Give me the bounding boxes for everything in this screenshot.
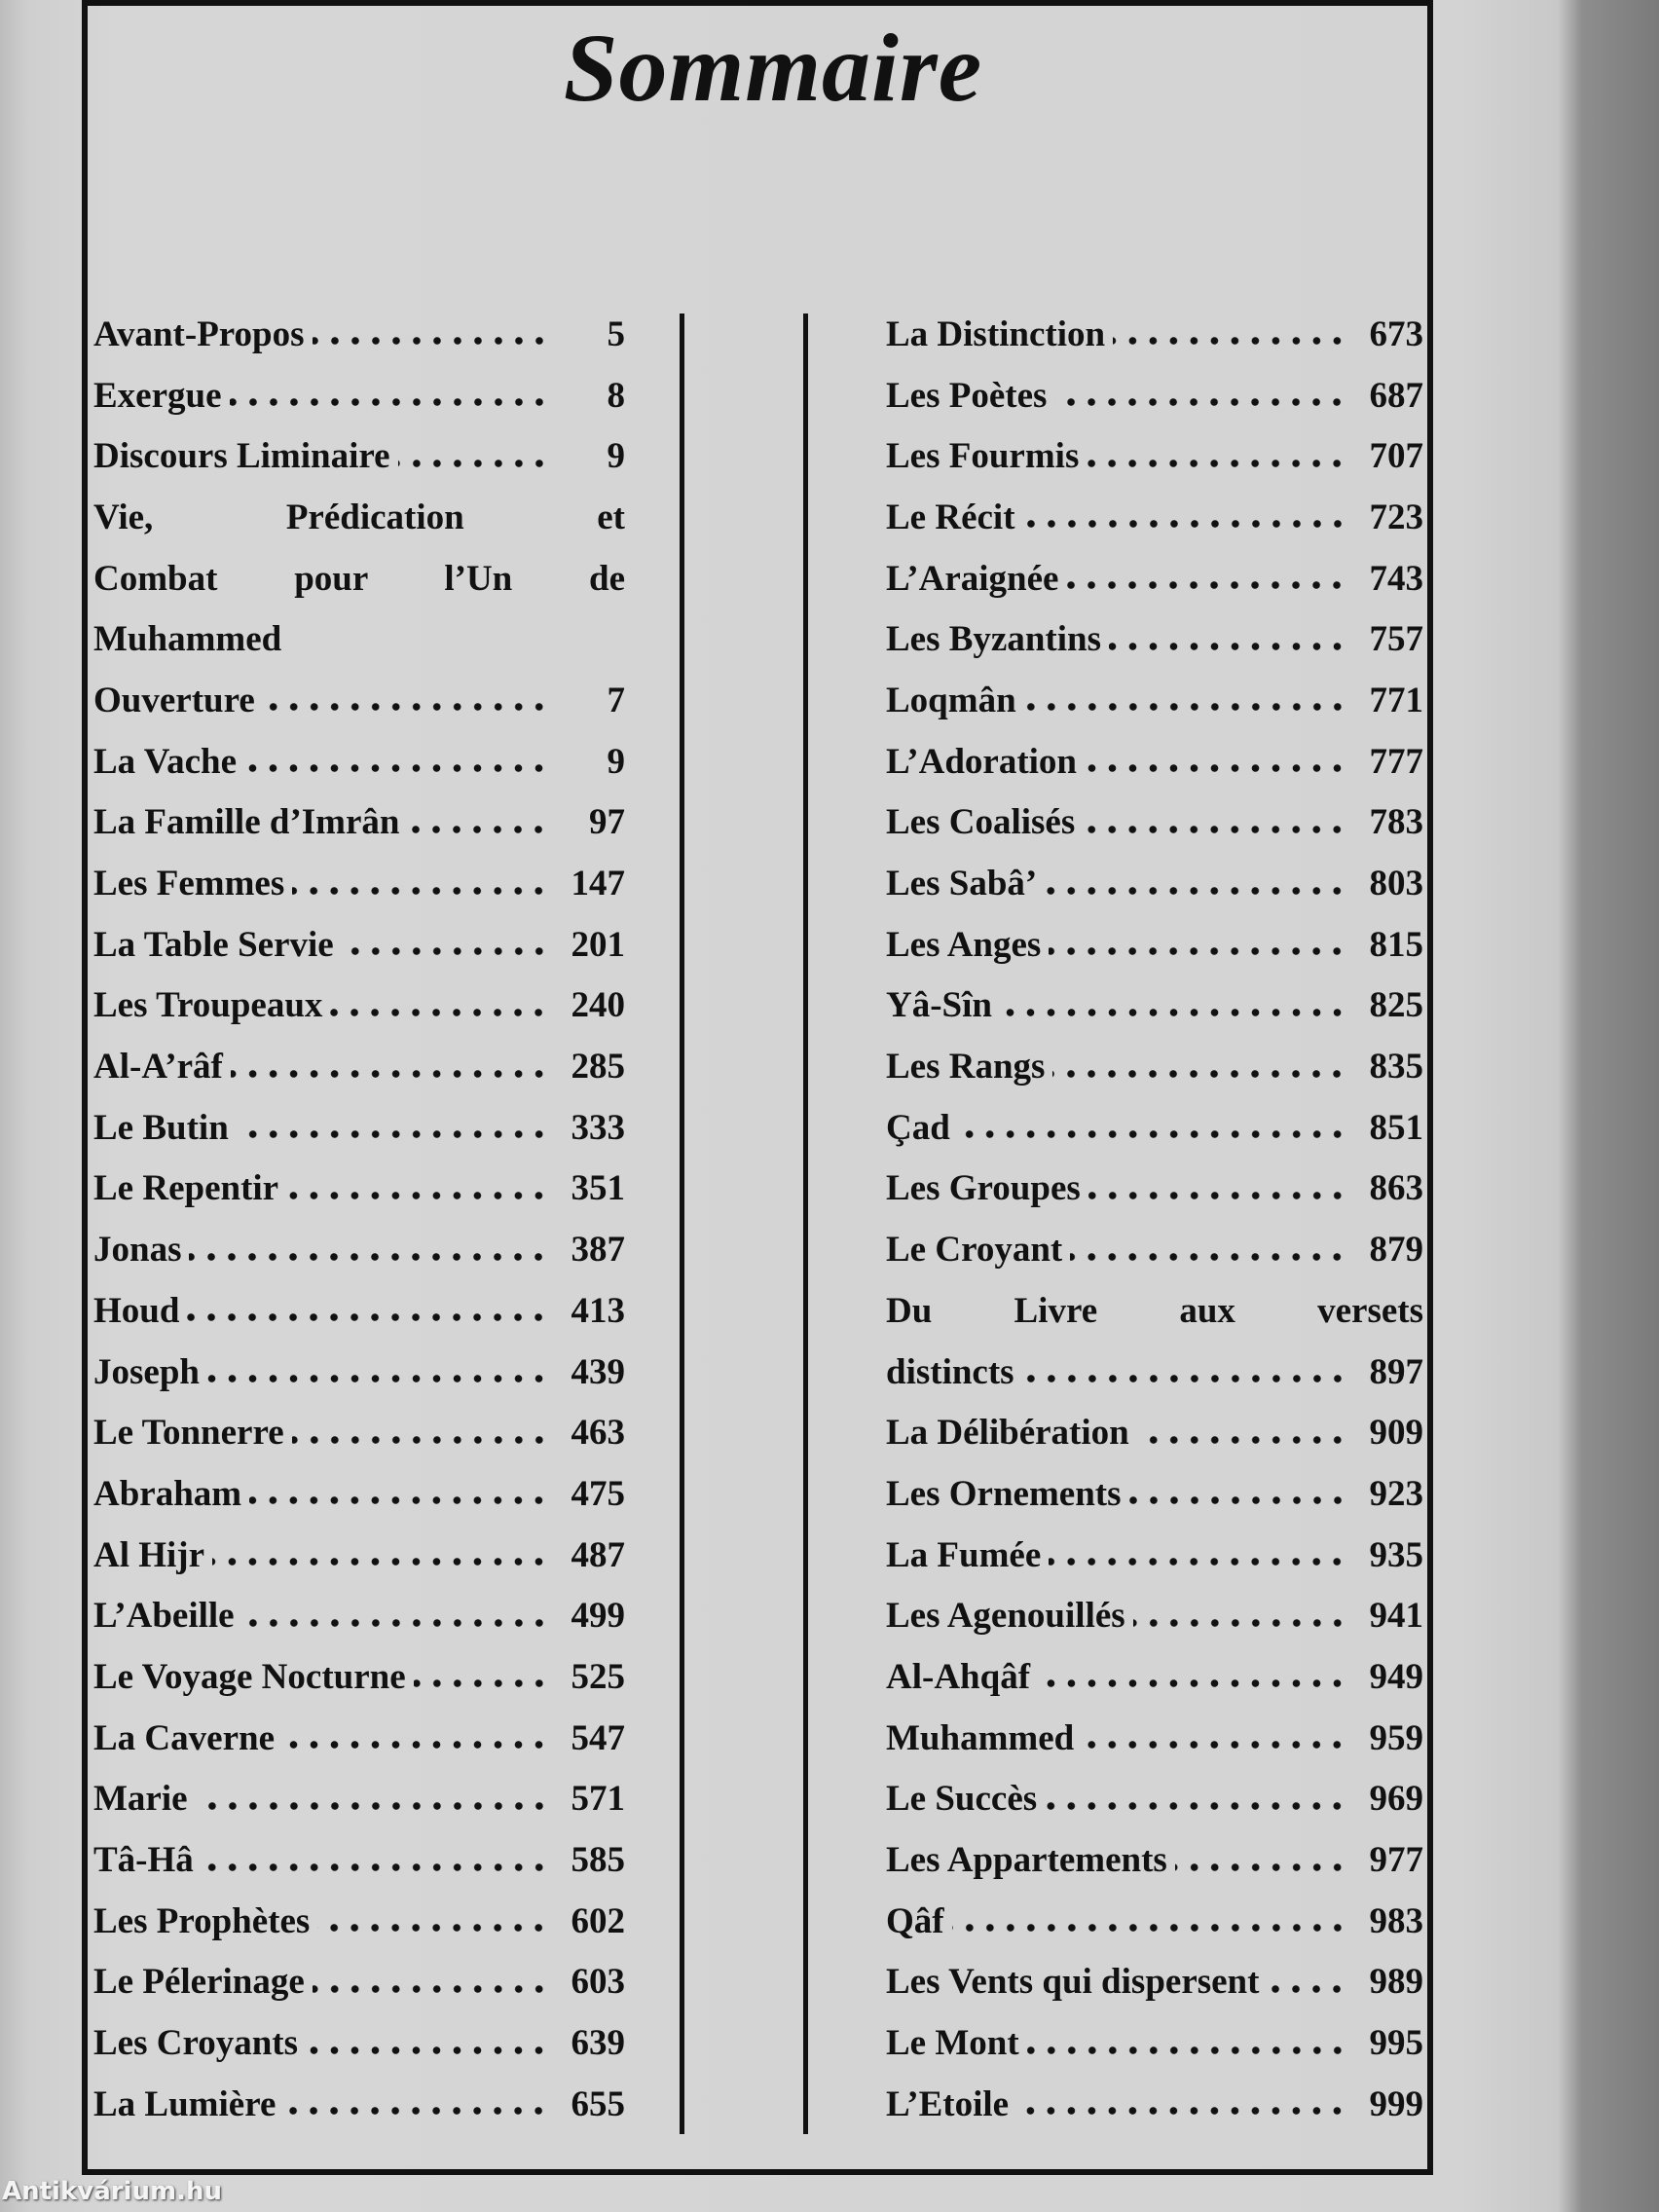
toc-entry-title: Les Poètes [886,375,1048,416]
toc-entry-title: La Vache [93,741,238,782]
toc-entry-title: Le Repentir [93,1168,279,1209]
toc-entry-page: 999 [1369,2083,1423,2124]
toc-entry-page: 941 [1369,1596,1423,1637]
column-divider-left [680,313,684,2134]
dot-leader [196,1801,549,1811]
toc-entry [886,1219,1423,1280]
toc-entry-page: 723 [1369,497,1423,537]
toc-entry-title: Tâ-Hâ [93,1840,194,1881]
dot-leader [313,1984,549,1994]
toc-entry [886,976,1423,1037]
toc-entry [93,1219,625,1280]
dot-leader [230,397,549,407]
toc-entry-title: Muhammed [93,619,282,660]
dot-leader [1113,336,1347,346]
toc-entry-page: 977 [1369,1840,1423,1881]
toc-entry-title: Muhammed [886,1717,1075,1758]
toc-entry-page: 603 [571,1962,625,2003]
toc-entry [886,425,1423,487]
toc-entry-page: 147 [571,864,625,904]
toc-entry-title: Les Groupes [886,1168,1081,1209]
toc-entry-page: 897 [1369,1351,1423,1392]
dot-leader [292,886,549,896]
toc-entry [93,304,625,365]
toc-entry [93,1036,625,1097]
toc-entry [93,1342,625,1403]
toc-entry-title: Al Hijr [93,1534,205,1575]
dot-leader [283,2106,549,2116]
toc-entry [886,793,1423,854]
toc-entry [886,608,1423,670]
dot-leader [1129,1495,1348,1505]
toc-entry [886,1952,1423,2013]
toc-entry [886,1708,1423,1769]
toc-entry [886,731,1423,793]
dot-leader [189,1252,549,1262]
toc-entry-title: L’Adoration [886,741,1078,782]
dot-leader [1085,763,1347,773]
toc-entry-page: 7 [607,680,625,720]
toc-entry [886,304,1423,365]
toc-entry [886,1769,1423,1830]
toc-entry-title: Marie [93,1779,188,1820]
toc-entry [886,1159,1423,1220]
toc-entry-page: 959 [1369,1717,1423,1758]
dot-leader [1088,1191,1347,1200]
toc-entry-title: Le Croyant [886,1230,1063,1271]
toc-entry-title: Le Voyage Nocturne [93,1656,406,1697]
dot-leader [317,1923,549,1933]
toc-entry-title: Les Prophètes [93,1900,311,1941]
toc-entry-page: 639 [571,2023,625,2064]
dot-leader [313,336,549,346]
dot-leader [1052,1069,1347,1079]
dot-leader [212,1557,549,1567]
dot-leader [407,825,549,834]
toc-entry [93,670,625,731]
toc-entry-page: 707 [1369,436,1423,477]
toc-entry-page: 333 [571,1107,625,1148]
dot-leader [1267,1984,1347,1994]
toc-entry-page: 783 [1369,802,1423,843]
toc-entry-page: 825 [1369,985,1423,1026]
toc-entry-title: Les Croyants [93,2023,299,2064]
dot-leader [1027,2046,1347,2055]
toc-entry-page: 743 [1369,558,1423,599]
toc-entry-page: 923 [1369,1473,1423,1514]
toc-entry-page: 655 [571,2083,625,2124]
toc-entry-page: 602 [571,1900,625,1941]
toc-entry-title: Le Tonnerre [93,1413,284,1454]
toc-entry [886,670,1423,731]
toc-entry-page: 757 [1369,619,1423,660]
dot-leader [1045,886,1347,896]
toc-entry [93,548,625,609]
toc-entry [886,1280,1423,1342]
toc-entry [93,793,625,854]
toc-entry-title: L’Araignée [886,558,1059,599]
toc-entry-title: Les Coalisés [886,802,1076,843]
toc-entry-title: Les Vents qui dispersent [886,1962,1260,2003]
dot-leader [1038,1678,1347,1688]
toc-entry [886,365,1423,426]
toc-entry-title: Ouverture [93,680,255,720]
toc-entry [886,1402,1423,1463]
toc-entry-page: 777 [1369,741,1423,782]
dot-leader [1045,1801,1347,1811]
toc-entry-page: 351 [571,1168,625,1209]
toc-entry-title: Joseph [93,1351,200,1392]
dot-leader [1054,397,1347,407]
toc-entry-page: 983 [1369,1900,1423,1941]
dot-leader [1024,702,1347,712]
toc-entry [93,1402,625,1463]
toc-entry [886,914,1423,976]
toc-entry-title: La Caverne [93,1717,275,1758]
toc-entry-title: Le Succès [886,1779,1038,1820]
toc-entry [93,1159,625,1220]
toc-entry-page: 285 [571,1047,625,1088]
toc-entry-page: 989 [1369,1962,1423,2003]
toc-entry [93,1646,625,1708]
dot-leader [187,1312,549,1322]
toc-entry [93,1708,625,1769]
dot-leader [1023,519,1347,529]
toc-entry-title: Les Byzantins [886,619,1102,660]
toc-entry-title: Jonas [93,1230,182,1271]
toc-entry-page: 499 [571,1596,625,1637]
toc-entry [93,1097,625,1159]
toc-entry-page: 240 [571,985,625,1026]
dot-leader [398,459,549,468]
toc-entry-title: Exergue [93,375,222,416]
toc-entry-title: Loqmân [886,680,1016,720]
toc-entry [93,1952,625,2013]
toc-entry-page: 995 [1369,2023,1423,2064]
column-divider-right [803,313,808,2134]
dot-leader [1022,1374,1347,1383]
toc-entry-title: Les Appartements [886,1840,1167,1881]
toc-entry-title: Abraham [93,1473,242,1514]
toc-entry [93,425,625,487]
dot-leader [242,1618,549,1628]
dot-leader [952,1923,1347,1933]
toc-entry [93,1463,625,1525]
toc-entry [886,487,1423,548]
toc-entry-title: La Fumée [886,1534,1042,1575]
dot-leader [263,702,549,712]
dot-leader [207,1374,549,1383]
dot-leader [414,1678,549,1688]
toc-entry-page: 879 [1369,1230,1423,1271]
toc-entry-title: Le Pélerinage [93,1962,305,2003]
toc-entry [93,2012,625,2074]
dot-leader [1070,1252,1347,1262]
toc-entry-title: Vie, Prédication et [93,497,625,537]
toc-entry-page: 487 [571,1534,625,1575]
toc-entry [886,1342,1423,1403]
toc-entry [886,1585,1423,1646]
toc-column-right [886,304,1423,2135]
dot-leader [249,1495,549,1505]
dot-leader [244,763,549,773]
toc-entry-page: 863 [1369,1168,1423,1209]
toc-entry-title: distincts [886,1351,1014,1392]
toc-entry-page: 9 [607,436,625,477]
toc-entry [93,1280,625,1342]
toc-entry-title: Le Butin [93,1107,229,1148]
toc-entry-title: Al-A’râf [93,1047,223,1088]
toc-entry-page: 387 [571,1230,625,1271]
toc-entry-title: Les Fourmis [886,436,1080,477]
toc-entry [886,853,1423,914]
toc-entry-title: Avant-Propos [93,313,305,354]
dot-leader [1049,946,1347,956]
dot-leader [1137,1435,1347,1445]
dot-leader [1016,2106,1347,2116]
toc-entry [93,365,625,426]
dot-leader [1083,825,1347,834]
dot-leader [1000,1008,1347,1017]
toc-entry-title: Al-Ahqâf [886,1656,1031,1697]
toc-entry-title: Le Récit [886,497,1015,537]
toc-entry-title: Les Anges [886,924,1042,965]
page-title: Sommaire [563,14,983,122]
toc-entry-page: 571 [571,1779,625,1820]
dot-leader [202,1862,549,1872]
toc-column-left [93,304,625,2135]
toc-entry [93,1891,625,1952]
toc-entry-page: 851 [1369,1107,1423,1148]
toc-entry-page: 835 [1369,1047,1423,1088]
toc-entry-title: Les Troupeaux [93,985,323,1026]
toc-entry [93,731,625,793]
dot-leader [292,1435,549,1445]
toc-entry-page: 687 [1369,375,1423,416]
dot-leader [342,946,549,956]
toc-entry-page: 815 [1369,924,1423,965]
toc-entry-page: 9 [607,741,625,782]
toc-entry [93,1525,625,1586]
toc-entry [886,1829,1423,1891]
toc-entry-page: 525 [571,1656,625,1697]
toc-entry [886,1036,1423,1097]
toc-entry-title: Combat pour l’Un de [93,558,625,599]
dot-leader [1109,642,1347,651]
toc-entry-page: 201 [571,924,625,965]
dot-leader [231,1069,549,1079]
toc-entry-title: La Table Servie [93,924,334,965]
toc-entry-title: Yâ-Sîn [886,985,992,1026]
toc-entry-page: 439 [571,1351,625,1392]
dot-leader [306,2046,549,2055]
toc-entry [886,1097,1423,1159]
toc-entry [886,1463,1423,1525]
toc-entry-title: Çad [886,1107,950,1148]
dot-leader [1133,1618,1347,1628]
toc-entry-title: Les Rangs [886,1047,1046,1088]
toc-entry-page: 97 [589,802,625,843]
dot-leader [1087,459,1347,468]
toc-entry [93,853,625,914]
toc-entry [93,976,625,1037]
toc-entry-page: 413 [571,1290,625,1331]
toc-entry-title: Qâf [886,1900,944,1941]
toc-entry-title: La Famille d’Imrân [93,802,400,843]
toc-entry-title: Houd [93,1290,180,1331]
toc-entry [93,608,625,670]
toc-entry [93,1769,625,1830]
toc-entry-page: 585 [571,1840,625,1881]
toc-entry-page: 8 [607,375,625,416]
watermark: Antikvárium.hu [2,2177,222,2206]
toc-entry [886,1891,1423,1952]
toc-entry [886,2074,1423,2135]
toc-entry-title: Les Agenouillés [886,1596,1125,1637]
toc-entry-title: Les Femmes [93,864,285,904]
toc-entry-title: La Distinction [886,313,1106,354]
toc-entry-title: Le Mont [886,2023,1019,2064]
toc-entry [93,914,625,976]
dot-leader [282,1740,549,1750]
dot-leader [1066,580,1347,590]
toc-entry [886,548,1423,609]
toc-entry-page: 803 [1369,864,1423,904]
toc-entry [886,1646,1423,1708]
toc-entry-title: Les Sabâ’ [886,864,1038,904]
toc-entry-title: La Lumière [93,2083,276,2124]
toc-entry-page: 547 [571,1717,625,1758]
toc-entry-title: Du Livre aux versets [886,1290,1423,1331]
toc-entry-page: 5 [607,313,625,354]
toc-entry-page: 771 [1369,680,1423,720]
dot-leader [958,1129,1347,1139]
toc-entry-title: La Délibération [886,1413,1129,1454]
dot-leader [1049,1557,1347,1567]
toc-entry-page: 969 [1369,1779,1423,1820]
toc-entry [886,1525,1423,1586]
toc-entry [886,2012,1423,2074]
dot-leader [286,1191,549,1200]
toc-entry-page: 909 [1369,1413,1423,1454]
toc-entry-page: 475 [571,1473,625,1514]
toc-entry-page: 949 [1369,1656,1423,1697]
dot-leader [237,1129,549,1139]
toc-entry-page: 463 [571,1413,625,1454]
toc-entry-title: L’Abeille [93,1596,235,1637]
dot-leader [1175,1862,1347,1872]
dot-leader [330,1008,549,1017]
toc-entry [93,487,625,548]
toc-entry-title: Les Ornements [886,1473,1122,1514]
toc-entry [93,2074,625,2135]
toc-entry [93,1829,625,1891]
toc-entry-page: 673 [1369,313,1423,354]
dot-leader [1082,1740,1347,1750]
toc-entry-title: L’Etoile [886,2083,1010,2124]
toc-entry-page: 935 [1369,1534,1423,1575]
toc-entry-title: Discours Liminaire [93,436,390,477]
toc-entry [93,1585,625,1646]
